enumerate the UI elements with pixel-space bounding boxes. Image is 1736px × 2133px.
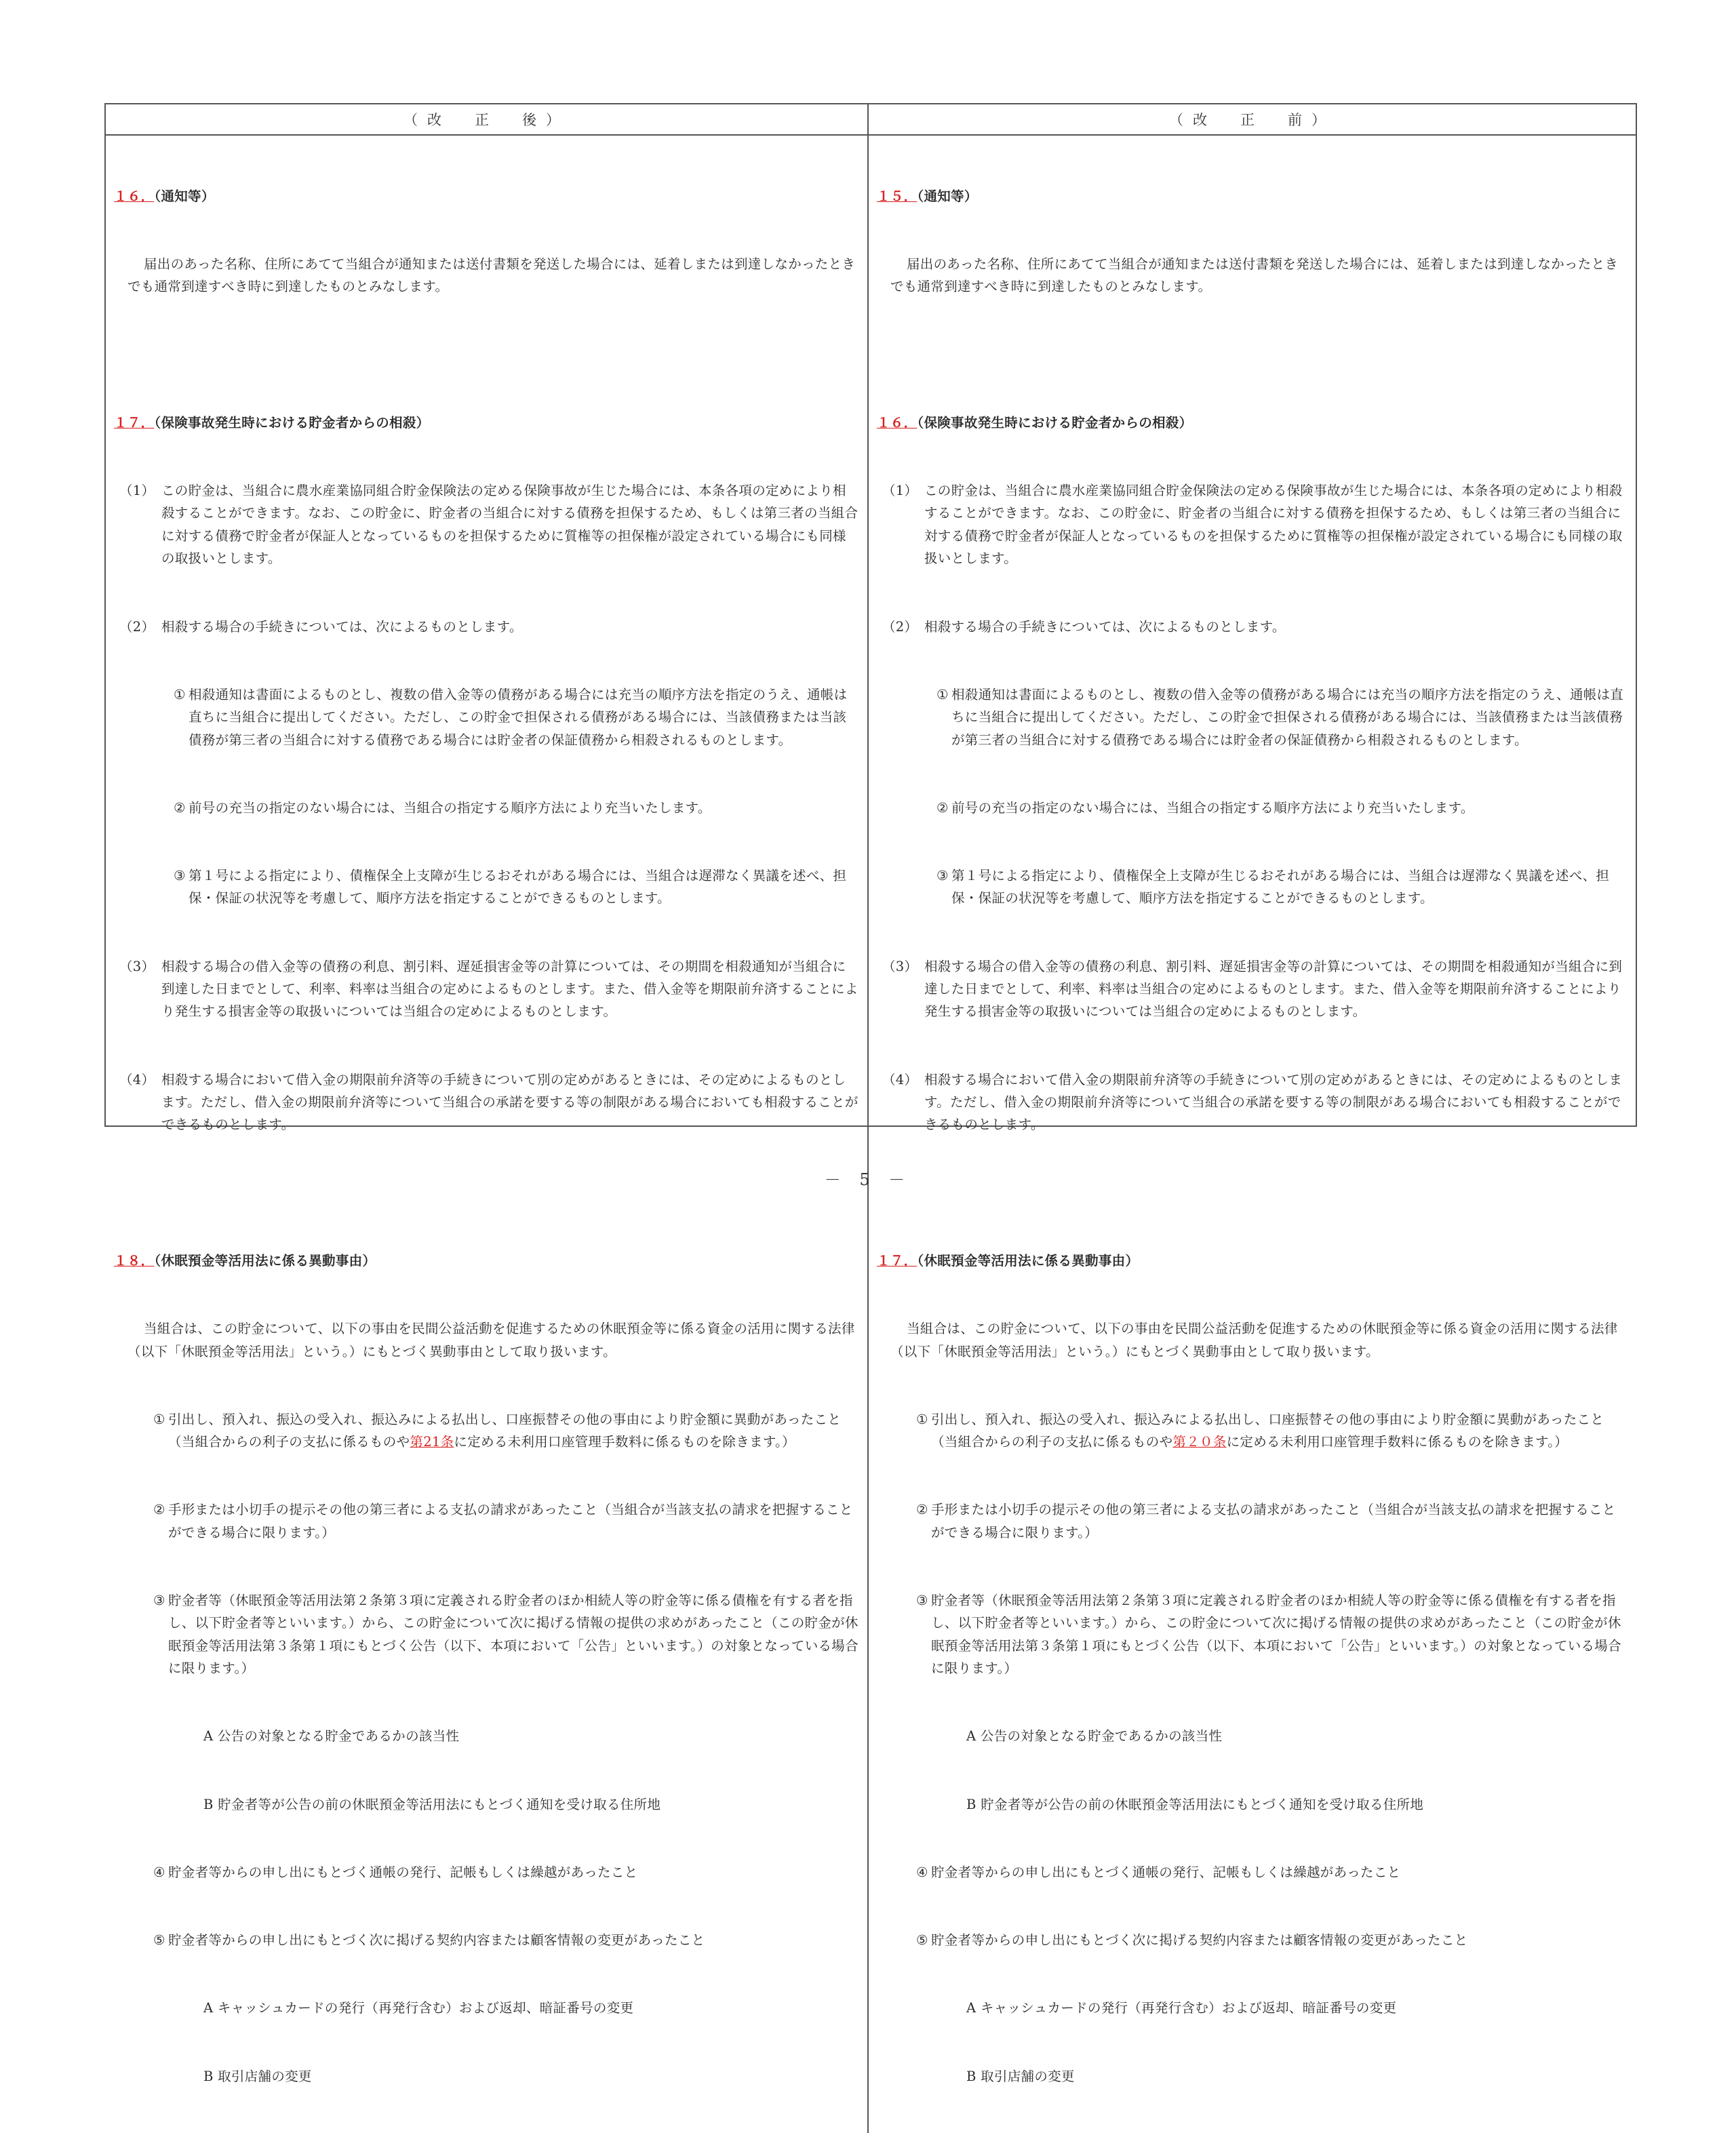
sub-clause-text: 貯金者等からの申し出にもとづく通帳の発行、記帳もしくは繰越があったこと bbox=[931, 1864, 1401, 1880]
section-15-right bbox=[877, 140, 1628, 344]
paragraph: 当組合は、この貯金について、以下の事由を民間公益活動を促進するための休眠預金等に係る資金の活用に関する法律（以下「休眠預金等活用法」という。）にもとづく異動事由として取り扱います。 bbox=[127, 1321, 855, 1359]
sub-clause bbox=[877, 1408, 1628, 1454]
clause-text: 相殺する場合の借入金等の債務の利息、割引料、遅延損害金等の計算については、その期間を相殺通知が当組合に到達した日までとして、利率、料率は当組合の定めによるものとします。また、借入金等を期限前弁済することにより発生する損害金等の取扱いについては当組合の定めによるものとします。 bbox=[161, 958, 859, 1020]
list-item: B 取引店舗の変更 bbox=[966, 2068, 1075, 2084]
clause bbox=[114, 955, 859, 1023]
sub-clause-marker: ④ bbox=[916, 1864, 928, 1880]
section-number: １８． bbox=[114, 1252, 155, 1269]
clause-marker: （1） bbox=[882, 483, 918, 499]
sub-clause-marker: ⑤ bbox=[153, 1932, 165, 1949]
sub-clause-marker: ③ bbox=[174, 867, 186, 883]
clause-marker: （3） bbox=[882, 958, 918, 974]
sub-clause-text: 引出し、預入れ、振込の受入れ、振込みによる払出し、口座振替その他の事由により貯金額に異動があったこと（当組合からの利子の支払に係るものや第21条に定める未利用口座管理手数料に係るものを除きます。） bbox=[168, 1411, 842, 1450]
sub-clause-text: 相殺通知は書面によるものとし、複数の借入金等の債務がある場合には充当の順序方法を指定のうえ、通帳は直ちに当組合に提出してください。ただし、この貯金で担保される債務がある場合には、当該債務または当該債務が第三者の当組合に対する債務である場合には貯金者の保証債務から相殺されるものとします。 bbox=[189, 686, 848, 748]
clause-text: この貯金は、当組合に農水産業協同組合貯金保険法の定める保険事故が生じた場合には、本条各項の定めにより相殺することができます。なお、この貯金に、貯金者の当組合に対する債務を担保するため、もしくは第三者の当組合に対する債務で貯金者が保証人となっているものを担保するために質権等の担保権が設定されている場合にも同様の取扱いとします。 bbox=[161, 483, 859, 567]
sub-clause-marker: ③ bbox=[153, 1592, 165, 1608]
section-title: （休眠預金等活用法に係る異動事由） bbox=[154, 1252, 376, 1269]
sub-clause bbox=[114, 1589, 859, 1680]
list-item: B 貯金者等が公告の前の休眠預金等活用法にもとづく通知を受け取る住所地 bbox=[966, 1796, 1424, 1812]
clause-text: 相殺する場合の手続きについては、次によるものとします。 bbox=[924, 618, 1286, 635]
sub-clause-text: 貯金者等からの申し出にもとづく次に掲げる契約内容または顧客情報の変更があったこと bbox=[168, 1932, 705, 1949]
sub-clause-text: 貯金者等（休眠預金等活用法第２条第３項に定義される貯金者のほか相続人等の貯金等に係る債権を有する者を指し、以下貯金者等といいます。）から、この貯金について次に掲げる情報の提供の求めがあったこと（この貯金が休眠預金等活用法第３条第１項にもとづく公告（以下、本項において「公告」といいます。）の対象となっている場合に限ります。） bbox=[931, 1592, 1621, 1677]
sub-clause-text: 手形または小切手の提示その他の第三者による支払の請求があったこと（当組合が当該支払の請求を把握することができる場合に限ります。） bbox=[931, 1502, 1616, 1540]
article-reference: 第２０条 bbox=[1172, 1434, 1227, 1450]
list-item: A キャッシュカードの発行（再発行含む）および返却、暗証番号の変更 bbox=[203, 2000, 634, 2016]
paragraph: 届出のあった名称、住所にあてて当組合が通知または送付書類を発送した場合には、延着しまたは到達しなかったときでも通常到達すべき時に到達したものとみなします。 bbox=[890, 256, 1619, 295]
clause bbox=[877, 955, 1628, 1023]
section-18-left bbox=[114, 1204, 859, 2133]
section-number: １６． bbox=[877, 414, 918, 431]
clause-text: 相殺する場合において借入金の期限前弁済等の手続きについて別の定めがあるときには、その定めによるものとします。ただし、借入金の期限前弁済等について当組合の承諾を要する等の制限がある場合においても相殺することができるものとします。 bbox=[924, 1071, 1623, 1133]
column-before-revision bbox=[869, 136, 1636, 2133]
list-item: A 公告の対象となる貯金であるかの該当性 bbox=[966, 1728, 1223, 1745]
section-16-right bbox=[877, 366, 1628, 1182]
sub-clause bbox=[877, 797, 1628, 819]
clause-text: 相殺する場合の手続きについては、次によるものとします。 bbox=[161, 618, 523, 635]
sub-clause-marker: ② bbox=[153, 1502, 165, 1518]
sub-clause bbox=[114, 1498, 859, 1544]
clause-text: 相殺する場合において借入金の期限前弁済等の手続きについて別の定めがあるときには、その定めによるものとします。ただし、借入金の期限前弁済等について当組合の承諾を要する等の制限がある場合においても相殺することができるものとします。 bbox=[161, 1071, 859, 1133]
sub-clause-text: 貯金者等（休眠預金等活用法第２条第３項に定義される貯金者のほか相続人等の貯金等に係る債権を有する者を指し、以下貯金者等といいます。）から、この貯金について次に掲げる情報の提供の求めがあったこと（この貯金が休眠預金等活用法第３条第１項にもとづく公告（以下、本項において「公告」といいます。）の対象となっている場合に限ります。） bbox=[168, 1592, 859, 1677]
section-heading bbox=[114, 412, 859, 434]
paragraph: 当組合は、この貯金について、以下の事由を民間公益活動を促進するための休眠預金等に係る資金の活用に関する法律（以下「休眠預金等活用法」という。）にもとづく異動事由として取り扱います。 bbox=[890, 1321, 1618, 1359]
sub-clause bbox=[877, 864, 1628, 910]
page-number: － 5 － bbox=[824, 1170, 912, 1189]
section-title: （通知等） bbox=[917, 188, 978, 204]
clause bbox=[877, 1069, 1628, 1136]
sub-clause-text: 前号の充当の指定のない場合には、当組合の指定する順序方法により充当いたします。 bbox=[951, 799, 1474, 816]
section-title: （通知等） bbox=[154, 188, 215, 204]
section-number: １６． bbox=[114, 188, 155, 204]
section-number: １７． bbox=[877, 1252, 918, 1269]
clause bbox=[877, 616, 1628, 638]
sub-clause-marker: ① bbox=[153, 1411, 165, 1427]
sub-clause-marker: ④ bbox=[153, 1864, 165, 1880]
list-item: B 貯金者等が公告の前の休眠預金等活用法にもとづく通知を受け取る住所地 bbox=[203, 1796, 661, 1812]
section-title: （休眠預金等活用法に係る異動事由） bbox=[917, 1252, 1139, 1269]
comparison-table bbox=[104, 103, 1637, 2084]
section-heading bbox=[877, 185, 1628, 207]
section-heading bbox=[877, 412, 1628, 434]
sub-clause bbox=[877, 1861, 1628, 1883]
sub-clause-text: 相殺通知は書面によるものとし、複数の借入金等の債務がある場合には充当の順序方法を指定のうえ、通帳は直ちに当組合に提出してください。ただし、この貯金で担保される債務がある場合には、当該債務または当該債務が第三者の当組合に対する債務である場合には貯金者の保証債務から相殺されるものとします。 bbox=[951, 686, 1624, 748]
section-17-left bbox=[114, 366, 859, 1182]
sub-clause-text: 貯金者等からの申し出にもとづく通帳の発行、記帳もしくは繰越があったこと bbox=[168, 1864, 638, 1880]
section-number: １５． bbox=[877, 188, 918, 204]
sub-clause-text: 第１号による指定により、債権保全上支障が生じるおそれがある場合には、当組合は遅滞なく異議を述べ、担保・保証の状況等を考慮して、順序方法を指定することができるものとします。 bbox=[189, 867, 847, 906]
clause-marker: （4） bbox=[882, 1071, 918, 1088]
sub-clause-marker: ② bbox=[916, 1502, 928, 1518]
sub-clause bbox=[877, 1498, 1628, 1544]
section-number: １７． bbox=[114, 414, 155, 431]
sub-clause bbox=[114, 864, 859, 910]
clause bbox=[877, 479, 1628, 570]
section-title: （保険事故発生時における貯金者からの相殺） bbox=[154, 414, 430, 431]
sub-clause-text: 引出し、預入れ、振込の受入れ、振込みによる払出し、口座振替その他の事由により貯金額に異動があったこと（当組合からの利子の支払に係るものや第２０条に定める未利用口座管理手数料に係るものを除きます。） bbox=[931, 1411, 1604, 1450]
article-reference: 第21条 bbox=[410, 1434, 454, 1450]
section-heading bbox=[114, 185, 859, 207]
clause-marker: （2） bbox=[119, 618, 155, 635]
sub-clause bbox=[114, 797, 859, 819]
sub-clause bbox=[877, 683, 1628, 751]
section-heading bbox=[114, 1250, 859, 1272]
list-item: A 公告の対象となる貯金であるかの該当性 bbox=[203, 1728, 460, 1745]
sub-clause-marker: ② bbox=[174, 799, 186, 816]
clause-marker: （3） bbox=[119, 958, 155, 974]
sub-clause-marker: ⑤ bbox=[916, 1932, 928, 1949]
section-17-right bbox=[877, 1204, 1628, 2133]
header-after-revision: （改 正 後） bbox=[106, 104, 869, 136]
sub-clause-text: 前号の充当の指定のない場合には、当組合の指定する順序方法により充当いたします。 bbox=[189, 799, 711, 816]
clause-marker: （2） bbox=[882, 618, 918, 635]
clause-marker: （1） bbox=[119, 483, 155, 499]
sub-clause-text: 貯金者等からの申し出にもとづく次に掲げる契約内容または顧客情報の変更があったこと bbox=[931, 1932, 1468, 1949]
sub-clause-marker: ① bbox=[916, 1411, 928, 1427]
header-before-revision: （改 正 前） bbox=[869, 104, 1636, 136]
sub-clause bbox=[114, 1408, 859, 1454]
column-after-revision bbox=[106, 136, 869, 2133]
section-title: （保険事故発生時における貯金者からの相殺） bbox=[917, 414, 1193, 431]
sub-clause bbox=[114, 683, 859, 751]
section-16-left bbox=[114, 140, 859, 344]
clause bbox=[114, 1069, 859, 1136]
section-heading bbox=[877, 1250, 1628, 1272]
sub-clause bbox=[114, 1929, 859, 1951]
sub-clause bbox=[877, 1929, 1628, 1951]
paragraph: 届出のあった名称、住所にあてて当組合が通知または送付書類を発送した場合には、延着しまたは到達しなかったときでも通常到達すべき時に到達したものとみなします。 bbox=[127, 256, 856, 295]
sub-clause-marker: ③ bbox=[916, 1592, 928, 1608]
clause-marker: （4） bbox=[119, 1071, 155, 1088]
sub-clause-text: 手形または小切手の提示その他の第三者による支払の請求があったこと（当組合が当該支払の請求を把握することができる場合に限ります。） bbox=[168, 1502, 853, 1540]
list-item: A キャッシュカードの発行（再発行含む）および返却、暗証番号の変更 bbox=[966, 2000, 1397, 2016]
clause bbox=[114, 616, 859, 638]
sub-clause bbox=[114, 1861, 859, 1883]
sub-clause-marker: ③ bbox=[936, 867, 949, 883]
clause-text: この貯金は、当組合に農水産業協同組合貯金保険法の定める保険事故が生じた場合には、本条各項の定めにより相殺することができます。なお、この貯金に、貯金者の当組合に対する債務を担保するため、もしくは第三者の当組合に対する債務で貯金者が保証人となっているものを担保するために質権等の担保権が設定されている場合にも同様の取扱いとします。 bbox=[924, 483, 1623, 567]
clause bbox=[114, 479, 859, 570]
sub-clause bbox=[877, 1589, 1628, 1680]
sub-clause-marker: ① bbox=[174, 686, 186, 702]
sub-clause-text: 第１号による指定により、債権保全上支障が生じるおそれがある場合には、当組合は遅滞なく異議を述べ、担保・保証の状況等を考慮して、順序方法を指定することができるものとします。 bbox=[951, 867, 1610, 906]
sub-clause-marker: ② bbox=[936, 799, 949, 816]
clause-text: 相殺する場合の借入金等の債務の利息、割引料、遅延損害金等の計算については、その期間を相殺通知が当組合に到達した日までとして、利率、料率は当組合の定めによるものとします。また、借入金等を期限前弁済することにより発生する損害金等の取扱いについては当組合の定めによるものとします。 bbox=[924, 958, 1623, 1020]
sub-clause-marker: ① bbox=[936, 686, 949, 702]
list-item: B 取引店舗の変更 bbox=[203, 2068, 312, 2084]
